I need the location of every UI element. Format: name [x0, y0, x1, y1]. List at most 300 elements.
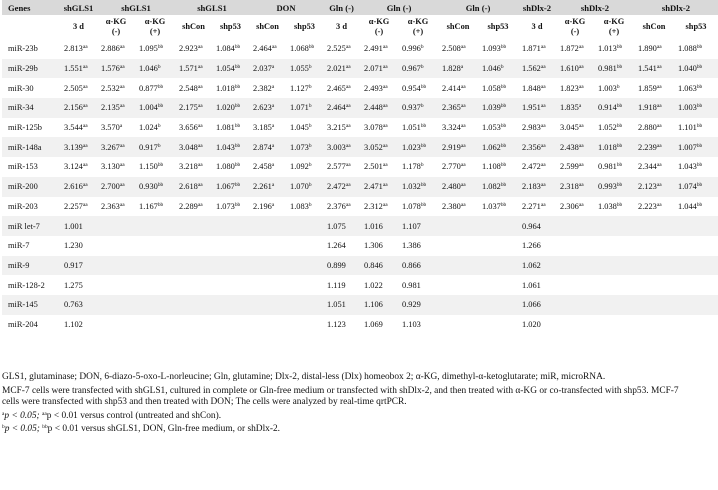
value-text: 0.866	[402, 260, 421, 270]
significance-marker: aa	[197, 142, 203, 149]
significance-marker: aa	[82, 103, 88, 110]
value-text: 1.074	[678, 182, 697, 192]
table-row	[2, 216, 718, 236]
value-text: 2.471	[364, 182, 383, 192]
value-text: 3.570	[101, 123, 120, 133]
value-cell	[556, 177, 594, 197]
value-cell	[674, 295, 718, 315]
value-cell	[478, 137, 518, 157]
subheader-cell	[478, 15, 518, 39]
significance-marker: aa	[578, 162, 584, 169]
subheader-text: α-KG	[564, 17, 586, 26]
significance-marker: aa	[345, 123, 351, 130]
value-text: 1.046	[482, 64, 501, 74]
value-cell	[60, 157, 97, 177]
value-cell	[594, 236, 634, 256]
significance-marker: bb	[696, 142, 703, 149]
significance-marker: bb	[420, 83, 427, 90]
value-cell	[556, 39, 594, 59]
significance-marker: bb	[696, 201, 703, 208]
value-cell	[518, 78, 556, 98]
value-text: 1.020	[216, 103, 235, 113]
value-cell	[135, 216, 175, 236]
value-cell	[249, 118, 286, 138]
value-text: 1.230	[64, 241, 83, 251]
subheader-text: (-)	[374, 27, 384, 36]
value-text: 2.923	[179, 44, 198, 54]
value-cell	[398, 177, 438, 197]
group-header-gln-akg: Gln (-)	[360, 0, 438, 15]
group-header-gln-3d: Gln (-)	[323, 0, 360, 15]
significance-marker: aa	[345, 142, 351, 149]
value-cell	[60, 295, 97, 315]
value-text: 3.267	[101, 142, 120, 152]
value-cell	[478, 236, 518, 256]
value-cell	[249, 295, 286, 315]
value-cell	[360, 177, 398, 197]
gene-cell: miR-128-2	[8, 280, 45, 290]
value-cell	[360, 236, 398, 256]
value-cell	[634, 59, 674, 79]
significance-marker: aa	[460, 83, 466, 90]
value-cell	[478, 98, 518, 118]
significance-marker: aa	[656, 64, 662, 71]
significance-marker: aa	[460, 103, 466, 110]
value-cell	[398, 157, 438, 177]
significance-marker: b	[308, 162, 312, 169]
value-cell	[60, 177, 97, 197]
value-cell	[438, 137, 478, 157]
value-cell	[249, 137, 286, 157]
subheader-text: shCon	[642, 22, 666, 31]
value-cell	[212, 157, 249, 177]
subheader-cell	[286, 15, 323, 39]
significance-marker: aa	[578, 123, 584, 130]
subheader-text: α-KG	[144, 17, 166, 26]
value-cell	[398, 295, 438, 315]
value-cell	[556, 236, 594, 256]
significance-marker: aa	[656, 142, 662, 149]
value-cell	[360, 157, 398, 177]
significance-marker: b	[308, 123, 312, 130]
significance-marker: bb	[500, 182, 507, 189]
value-text: 2.448	[364, 103, 383, 113]
significance-marker: aa	[656, 162, 662, 169]
value-cell	[212, 98, 249, 118]
value-cell	[360, 98, 398, 118]
value-text: 2.983	[522, 123, 541, 133]
value-cell	[286, 78, 323, 98]
subheader-text: α-KG	[105, 17, 127, 26]
value-cell	[175, 236, 212, 256]
significance-marker: bb	[234, 83, 241, 90]
value-cell	[438, 118, 478, 138]
significance-marker: aa	[197, 182, 203, 189]
value-cell	[478, 39, 518, 59]
significance-marker: aa	[119, 64, 125, 71]
value-text: 2.365	[442, 103, 461, 113]
footnote-a-marker: a	[2, 410, 5, 417]
significance-marker: bb	[500, 83, 507, 90]
value-cell	[323, 78, 360, 98]
abbreviations-note: GLS1, glutaminase; DON, 6-diazo-5-oxo-L-norleucine; Gln, glutamine; Dlx-2, distal-less (Dlx) homeobox 2; α-KG, dimethyl-α-ketoglutarate; miR, microRNA.	[2, 372, 606, 382]
table-body	[2, 39, 718, 334]
value-cell	[634, 315, 674, 335]
value-text: 2.493	[364, 83, 383, 93]
value-cell	[674, 275, 718, 295]
subheader-text: shp53	[487, 22, 509, 31]
value-cell	[634, 216, 674, 236]
subheader-cell	[674, 15, 718, 39]
value-cell	[60, 275, 97, 295]
value-text: 0.763	[64, 300, 83, 310]
value-text: 2.175	[179, 103, 198, 113]
value-cell	[175, 98, 212, 118]
value-text: 2.271	[522, 201, 541, 211]
significance-marker: bb	[234, 103, 241, 110]
value-text: 0.981	[598, 162, 617, 172]
value-text: 2.464	[253, 44, 272, 54]
value-cell	[212, 256, 249, 276]
value-text: 2.289	[179, 201, 198, 211]
value-text: 1.828	[442, 64, 461, 74]
value-cell	[674, 59, 718, 79]
significance-marker: b	[420, 103, 424, 110]
significance-marker: aa	[382, 44, 388, 51]
value-cell	[634, 118, 674, 138]
value-cell	[360, 197, 398, 217]
footnote-aa-marker: aa	[41, 410, 47, 417]
significance-marker: aa	[578, 201, 584, 208]
value-cell	[556, 275, 594, 295]
value-text: 3.078	[364, 123, 383, 133]
table-row	[2, 118, 718, 138]
value-cell	[97, 39, 135, 59]
value-cell	[212, 275, 249, 295]
value-cell	[398, 118, 438, 138]
value-text: 0.917	[139, 142, 158, 152]
value-cell	[360, 216, 398, 236]
value-text: 2.363	[101, 201, 120, 211]
value-cell	[323, 118, 360, 138]
value-cell	[360, 256, 398, 276]
value-cell	[674, 39, 718, 59]
value-cell	[175, 216, 212, 236]
significance-marker: aa	[197, 44, 203, 51]
value-text: 1.073	[290, 142, 309, 152]
significance-marker: aa	[540, 182, 546, 189]
significance-marker: bb	[420, 182, 427, 189]
value-cell	[438, 39, 478, 59]
value-cell	[212, 177, 249, 197]
significance-marker: aa	[119, 201, 125, 208]
significance-marker: aa	[197, 103, 203, 110]
value-text: 1.052	[598, 123, 617, 133]
significance-marker: aa	[119, 142, 125, 149]
value-cell	[212, 59, 249, 79]
value-cell	[286, 295, 323, 315]
value-cell	[360, 78, 398, 98]
significance-marker: aa	[656, 123, 662, 130]
value-cell	[175, 197, 212, 217]
value-text: 2.239	[638, 142, 657, 152]
value-cell	[478, 275, 518, 295]
value-cell	[360, 118, 398, 138]
significance-marker: aa	[460, 182, 466, 189]
value-cell	[674, 256, 718, 276]
value-text: 1.024	[139, 123, 158, 133]
value-cell	[286, 177, 323, 197]
value-cell	[212, 118, 249, 138]
value-cell	[60, 216, 97, 236]
significance-marker: aa	[382, 83, 388, 90]
value-cell	[518, 98, 556, 118]
value-text: 1.610	[560, 64, 579, 74]
value-cell	[398, 39, 438, 59]
significance-marker: a	[271, 83, 275, 90]
significance-marker: aa	[82, 182, 88, 189]
significance-marker: bb	[616, 123, 623, 130]
significance-marker: bb	[157, 83, 164, 90]
significance-marker: b	[308, 64, 312, 71]
value-text: 2.491	[364, 44, 383, 54]
significance-marker: aa	[82, 162, 88, 169]
value-text: 1.013	[598, 44, 617, 54]
value-cell	[60, 118, 97, 138]
subheader-cell	[97, 15, 135, 39]
value-cell	[286, 275, 323, 295]
table-row	[2, 137, 718, 157]
value-text: 1.848	[522, 83, 541, 93]
value-text: 1.127	[290, 83, 309, 93]
value-text: 1.951	[522, 103, 541, 113]
value-cell	[518, 39, 556, 59]
table-row	[2, 177, 718, 197]
value-cell	[674, 118, 718, 138]
subheader-text: shp53	[220, 22, 241, 31]
value-cell	[323, 157, 360, 177]
value-text: 2.261	[253, 182, 272, 192]
significance-marker: aa	[656, 103, 662, 110]
significance-marker: aa	[82, 142, 88, 149]
value-text: 2.257	[64, 201, 83, 211]
significance-marker: aa	[382, 142, 388, 149]
subheader-text: (-)	[111, 27, 121, 36]
significance-marker: aa	[656, 83, 662, 90]
value-cell	[594, 78, 634, 98]
value-text: 1.016	[364, 221, 383, 231]
value-cell	[286, 216, 323, 236]
significance-marker: b	[308, 142, 312, 149]
significance-marker: bb	[696, 123, 703, 130]
value-cell	[594, 157, 634, 177]
gene-cell: miR-7	[8, 241, 30, 251]
value-text: 3.185	[253, 123, 272, 133]
value-text: 1.043	[678, 162, 697, 172]
significance-marker: aa	[82, 83, 88, 90]
value-cell	[438, 157, 478, 177]
significance-marker: a	[271, 201, 275, 208]
significance-marker: aa	[119, 44, 125, 51]
gene-cell: miR-145	[2, 295, 60, 315]
value-text: 2.599	[560, 162, 579, 172]
value-text: 1.167	[139, 201, 158, 211]
significance-marker: aa	[382, 201, 388, 208]
value-cell	[249, 157, 286, 177]
significance-marker: b	[308, 182, 312, 189]
value-text: 2.306	[560, 201, 579, 211]
value-text: 2.318	[560, 182, 579, 192]
value-cell	[438, 177, 478, 197]
value-cell	[398, 315, 438, 335]
value-text: 3.544	[64, 123, 83, 133]
value-text: 1.003	[598, 83, 617, 93]
value-text: 3.215	[327, 123, 346, 133]
value-cell	[556, 98, 594, 118]
value-cell	[398, 275, 438, 295]
value-text: 1.051	[402, 123, 421, 133]
significance-marker: bb	[234, 123, 241, 130]
value-cell	[518, 118, 556, 138]
value-cell	[438, 98, 478, 118]
value-text: 1.562	[522, 64, 541, 74]
value-cell	[97, 137, 135, 157]
significance-marker: a	[578, 103, 582, 110]
value-text: 1.066	[522, 300, 541, 310]
value-cell	[135, 177, 175, 197]
value-cell	[518, 177, 556, 197]
significance-marker: bb	[616, 44, 623, 51]
value-text: 1.004	[139, 103, 158, 113]
value-text: 1.080	[216, 162, 235, 172]
value-cell	[323, 39, 360, 59]
value-text: 2.813	[64, 44, 83, 54]
group-header-shdlx2-3d: shDlx-2	[518, 0, 556, 15]
value-text: 1.386	[402, 241, 421, 251]
value-text: 1.039	[482, 103, 501, 113]
value-cell	[212, 216, 249, 236]
value-text: 0.937	[402, 103, 421, 113]
significance-marker: aa	[656, 182, 662, 189]
value-text: 1.275	[64, 280, 83, 290]
value-cell	[323, 59, 360, 79]
value-cell	[97, 98, 135, 118]
value-cell	[175, 59, 212, 79]
significance-marker: a	[119, 123, 123, 130]
value-cell	[60, 59, 97, 79]
value-cell	[60, 236, 97, 256]
value-text: 1.084	[216, 44, 235, 54]
value-cell	[478, 157, 518, 177]
significance-marker: aa	[460, 142, 466, 149]
value-cell	[286, 256, 323, 276]
value-text: 1.038	[598, 201, 617, 211]
value-text: 0.930	[139, 182, 158, 192]
value-cell	[323, 315, 360, 335]
significance-marker: bb	[234, 162, 241, 169]
value-text: 2.770	[442, 162, 461, 172]
significance-marker: bb	[157, 44, 164, 51]
value-cell	[135, 78, 175, 98]
significance-marker: a	[271, 123, 275, 130]
value-text: 1.003	[678, 103, 697, 113]
value-text: 1.044	[678, 201, 697, 211]
value-cell	[674, 98, 718, 118]
value-text: 2.380	[442, 201, 461, 211]
value-text: 2.501	[364, 162, 383, 172]
significance-marker: bb	[157, 201, 164, 208]
value-cell	[674, 315, 718, 335]
value-cell	[323, 177, 360, 197]
value-text: 1.918	[638, 103, 657, 113]
significance-marker: aa	[119, 162, 125, 169]
value-text: 1.062	[522, 260, 541, 270]
value-cell	[286, 137, 323, 157]
value-text: 3.324	[442, 123, 461, 133]
subheader-blank	[2, 15, 60, 39]
value-cell	[398, 256, 438, 276]
value-cell	[360, 137, 398, 157]
value-text: 1.062	[482, 142, 501, 152]
significance-marker: aa	[345, 83, 351, 90]
value-text: 2.480	[442, 182, 461, 192]
significance-marker: bb	[500, 162, 507, 169]
table-row	[2, 98, 718, 118]
value-cell	[135, 315, 175, 335]
significance-marker: aa	[460, 44, 466, 51]
value-cell	[175, 315, 212, 335]
significance-marker: aa	[271, 44, 277, 51]
significance-marker: bb	[157, 103, 164, 110]
value-cell	[438, 315, 478, 335]
significance-marker: aa	[382, 123, 388, 130]
significance-marker: aa	[540, 103, 546, 110]
value-text: 2.196	[253, 201, 272, 211]
value-cell	[212, 39, 249, 59]
value-cell	[249, 59, 286, 79]
gene-cell: miR-9	[2, 256, 60, 276]
value-cell	[478, 216, 518, 236]
value-text: 1.063	[678, 83, 697, 93]
significance-marker: aa	[540, 83, 546, 90]
value-text: 2.344	[638, 162, 657, 172]
subheader-text: (+)	[412, 27, 424, 36]
value-cell	[594, 256, 634, 276]
table-row	[2, 78, 718, 98]
value-text: 1.150	[139, 162, 158, 172]
table-row	[2, 236, 718, 256]
value-cell	[594, 177, 634, 197]
group-header-shdlx2-akg: shDlx-2	[556, 0, 634, 15]
value-cell	[518, 197, 556, 217]
value-cell	[360, 315, 398, 335]
significance-marker: a	[271, 142, 275, 149]
significance-marker: aa	[540, 162, 546, 169]
value-text: 1.082	[482, 182, 501, 192]
value-text: 2.312	[364, 201, 383, 211]
value-text: 2.465	[327, 83, 346, 93]
subheader-text: shp53	[294, 22, 315, 31]
table-row	[2, 295, 718, 315]
value-cell	[518, 256, 556, 276]
value-text: 0.917	[64, 260, 83, 270]
gene-cell: miR-23b	[8, 44, 38, 54]
value-cell	[438, 197, 478, 217]
value-cell	[478, 177, 518, 197]
subheader-text: 3 d	[73, 22, 84, 31]
value-cell	[556, 216, 594, 236]
value-cell	[60, 197, 97, 217]
